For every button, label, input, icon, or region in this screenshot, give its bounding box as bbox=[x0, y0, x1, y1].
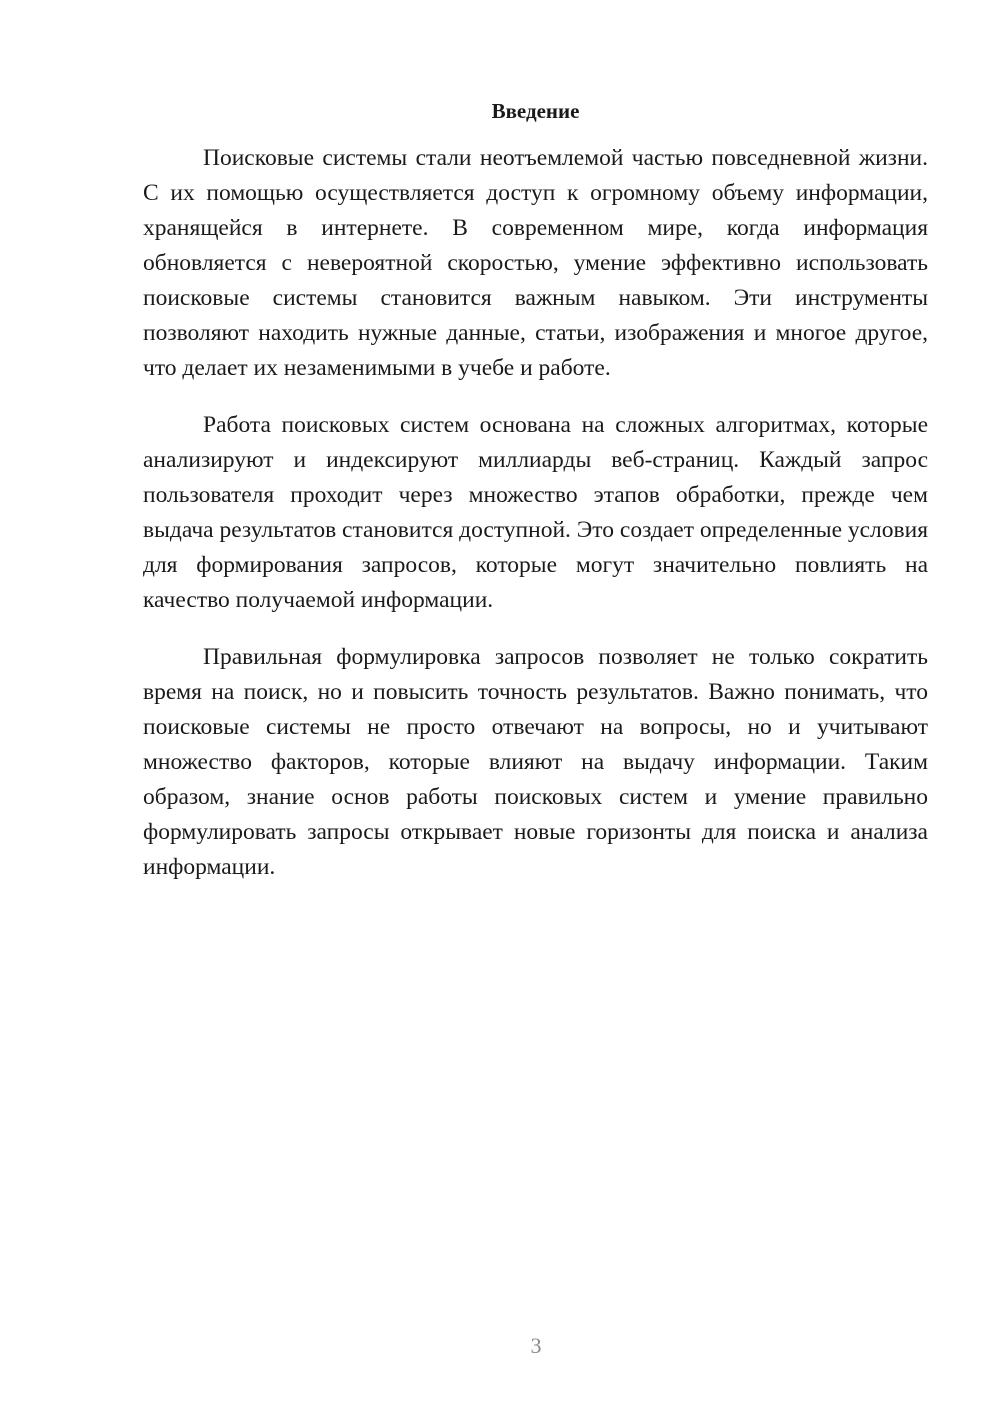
paragraph-3: Правильная формулировка запросов позволяет не только сократить время на поиск, но и повысить точность результатов. Важно понимать, что поисковые системы не просто отвечают на вопросы, но и учитывают множество факторов, которые влияют на выдачу информации. Таким образом, знание основ работы поисковых систем и умение правильно формулировать запросы открывает новые горизонты для поиска и анализа информации. bbox=[143, 644, 928, 880]
page-title: Введение bbox=[491, 99, 580, 123]
page-number: 3 bbox=[530, 1333, 542, 1358]
paragraph-2: Работа поисковых систем основана на сложных алгоритмах, которые анализируют и индексируют миллиарды веб-страниц. Каждый запрос пользователя проходит через множество этапов обработки, прежде чем выдача результатов становится доступной. Это создает определенные условия для формирования запросов, которые могут значительно повлиять на качество получаемой информации. bbox=[143, 412, 929, 613]
paragraph-1: Поисковые системы стали неотъемлемой частью повседневной жизни. С их помощью осуществляется доступ к огромному объему информации, хранящейся в интернете. В современном мире, когда информация обновляется с невероятной скоростью, умение эффективно использовать поисковые системы становится важным навыком. Эти инструменты позволяют находить нужные данные, статьи, изображения и многое другое, что делает их незаменимыми в учебе и работе. bbox=[143, 145, 928, 381]
body-text bbox=[143, 141, 928, 907]
